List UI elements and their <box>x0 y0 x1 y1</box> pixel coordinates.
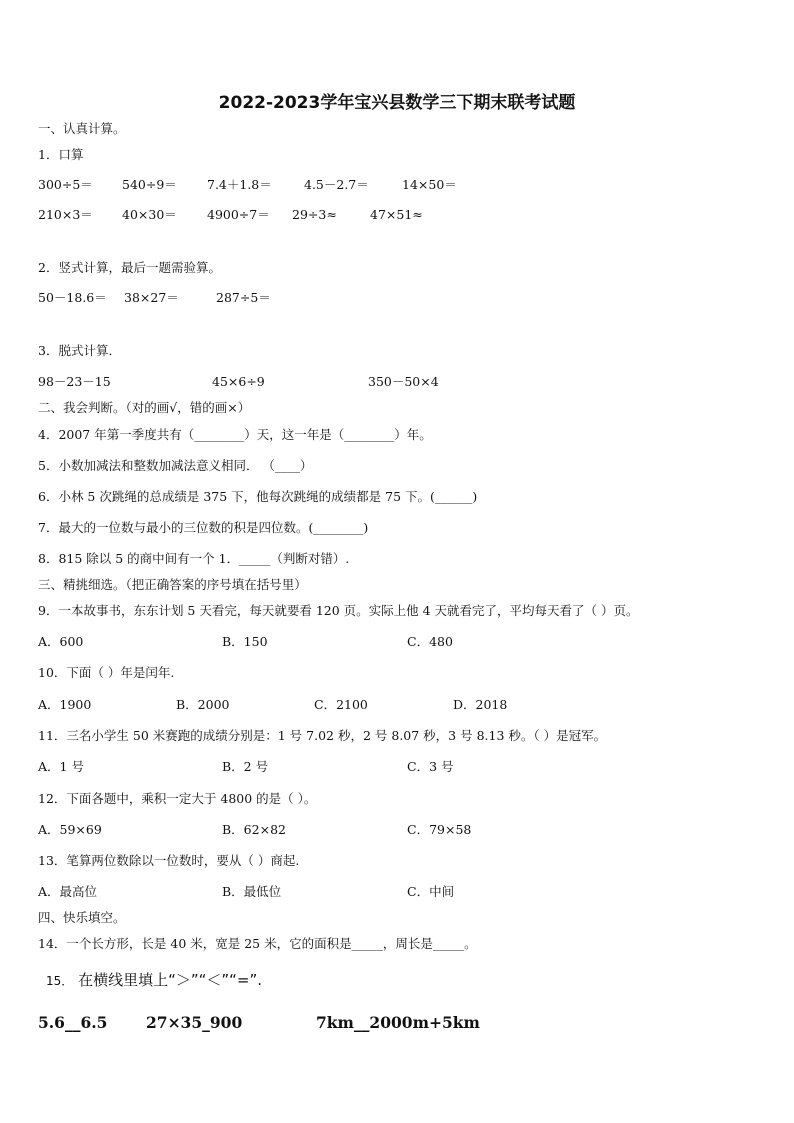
q3-label: 3．脱式计算． <box>38 343 121 358</box>
q2-item: 287÷5＝ <box>216 290 271 305</box>
question-11: 11．三名小学生 50 米赛跑的成绩分别是：1 号 7.02 秒，2 号 8.07 秒，3 号 8.13 秒。（ ）是冠军。 <box>38 728 607 743</box>
option: A．600 <box>38 634 84 649</box>
q3-item: 45×6÷9 <box>212 374 265 389</box>
option: A．59×69 <box>38 822 102 837</box>
option: B．62×82 <box>222 822 286 837</box>
question-14: 14．一个长方形，长是 40 米，宽是 25 米，它的面积是_____，周长是_____。 <box>38 936 477 951</box>
question-9: 9．一本故事书，东东计划 5 天看完，每天就要看 120 页。实际上他 4 天就看完了，平均每天看了（ ）页。 <box>38 603 639 618</box>
option: B．2000 <box>176 697 230 712</box>
option: C．3 号 <box>407 759 454 774</box>
question-13: 13．笔算两位数除以一位数时，要从（ ）商起. <box>38 853 300 868</box>
q1-item: 40×30＝ <box>122 207 177 222</box>
question-4: 4．2007 年第一季度共有（________）天，这一年是（________）年。 <box>38 427 432 442</box>
option: A．1900 <box>38 697 92 712</box>
question-15 <box>46 972 262 989</box>
q2-item: 38×27＝ <box>124 290 179 305</box>
option: C．2100 <box>314 697 368 712</box>
option: B．2 号 <box>222 759 269 774</box>
option: D．2018 <box>453 697 508 712</box>
option: A．最高位 <box>38 884 98 899</box>
q1-item: 540÷9＝ <box>122 177 177 192</box>
q2-label: 2．竖式计算，最后一题需验算。 <box>38 260 221 275</box>
q1-item: 29÷3≈ <box>292 207 337 222</box>
compare-item: 27×35_900 <box>146 1013 243 1032</box>
q1-label: 1．口算 <box>38 147 84 162</box>
option: B．最低位 <box>222 884 282 899</box>
question-5: 5．小数加减法和整数加减法意义相同． （____） <box>38 458 313 473</box>
option: B．150 <box>222 634 268 649</box>
q1-item: 7.4＋1.8＝ <box>207 177 272 192</box>
option: C．79×58 <box>407 822 472 837</box>
section-1-heading: 一、认真计算。 <box>38 121 126 136</box>
q3-item: 98－23－15 <box>38 374 111 389</box>
q1-item: 300÷5＝ <box>38 177 93 192</box>
section-3-heading: 三、精挑细选。（把正确答案的序号填在括号里） <box>38 577 307 592</box>
compare-item: 5.6__6.5 <box>38 1013 108 1032</box>
page-title: 2022-2023学年宝兴县数学三下期末联考试题 <box>218 93 576 113</box>
q1-item: 210×3＝ <box>38 207 93 222</box>
option: C．中间 <box>407 884 455 899</box>
option: A．1 号 <box>38 759 84 774</box>
section-4-heading: 四、快乐填空。 <box>38 910 126 925</box>
q3-item: 350－50×4 <box>368 374 439 389</box>
question-8: 8．815 除以 5 的商中间有一个 1．_____（判断对错）. <box>38 551 350 566</box>
q1-item: 4900÷7＝ <box>207 207 270 222</box>
section-2-heading: 二、我会判断。（对的画√，错的画×） <box>38 400 251 415</box>
question-12: 12．下面各题中，乘积一定大于 4800 的是（ ）。 <box>38 791 317 806</box>
q1-item: 14×50＝ <box>402 177 457 192</box>
q1-item: 47×51≈ <box>370 207 423 222</box>
q1-item: 4.5－2.7＝ <box>304 177 369 192</box>
q2-item: 50－18.6＝ <box>38 290 107 305</box>
question-15-text: 在横线里填上“＞”“＜”“=”. <box>78 971 263 989</box>
compare-item: 7km__2000m+5km <box>316 1013 480 1032</box>
question-10: 10．下面（ ）年是闰年. <box>38 665 175 680</box>
question-15-number: 15． <box>46 974 74 988</box>
option: C．480 <box>407 634 453 649</box>
question-7: 7．最大的一位数与最小的三位数的积是四位数。(________) <box>38 520 369 535</box>
question-6: 6．小林 5 次跳绳的总成绩是 375 下，他每次跳绳的成绩都是 75 下。(______) <box>38 489 478 504</box>
